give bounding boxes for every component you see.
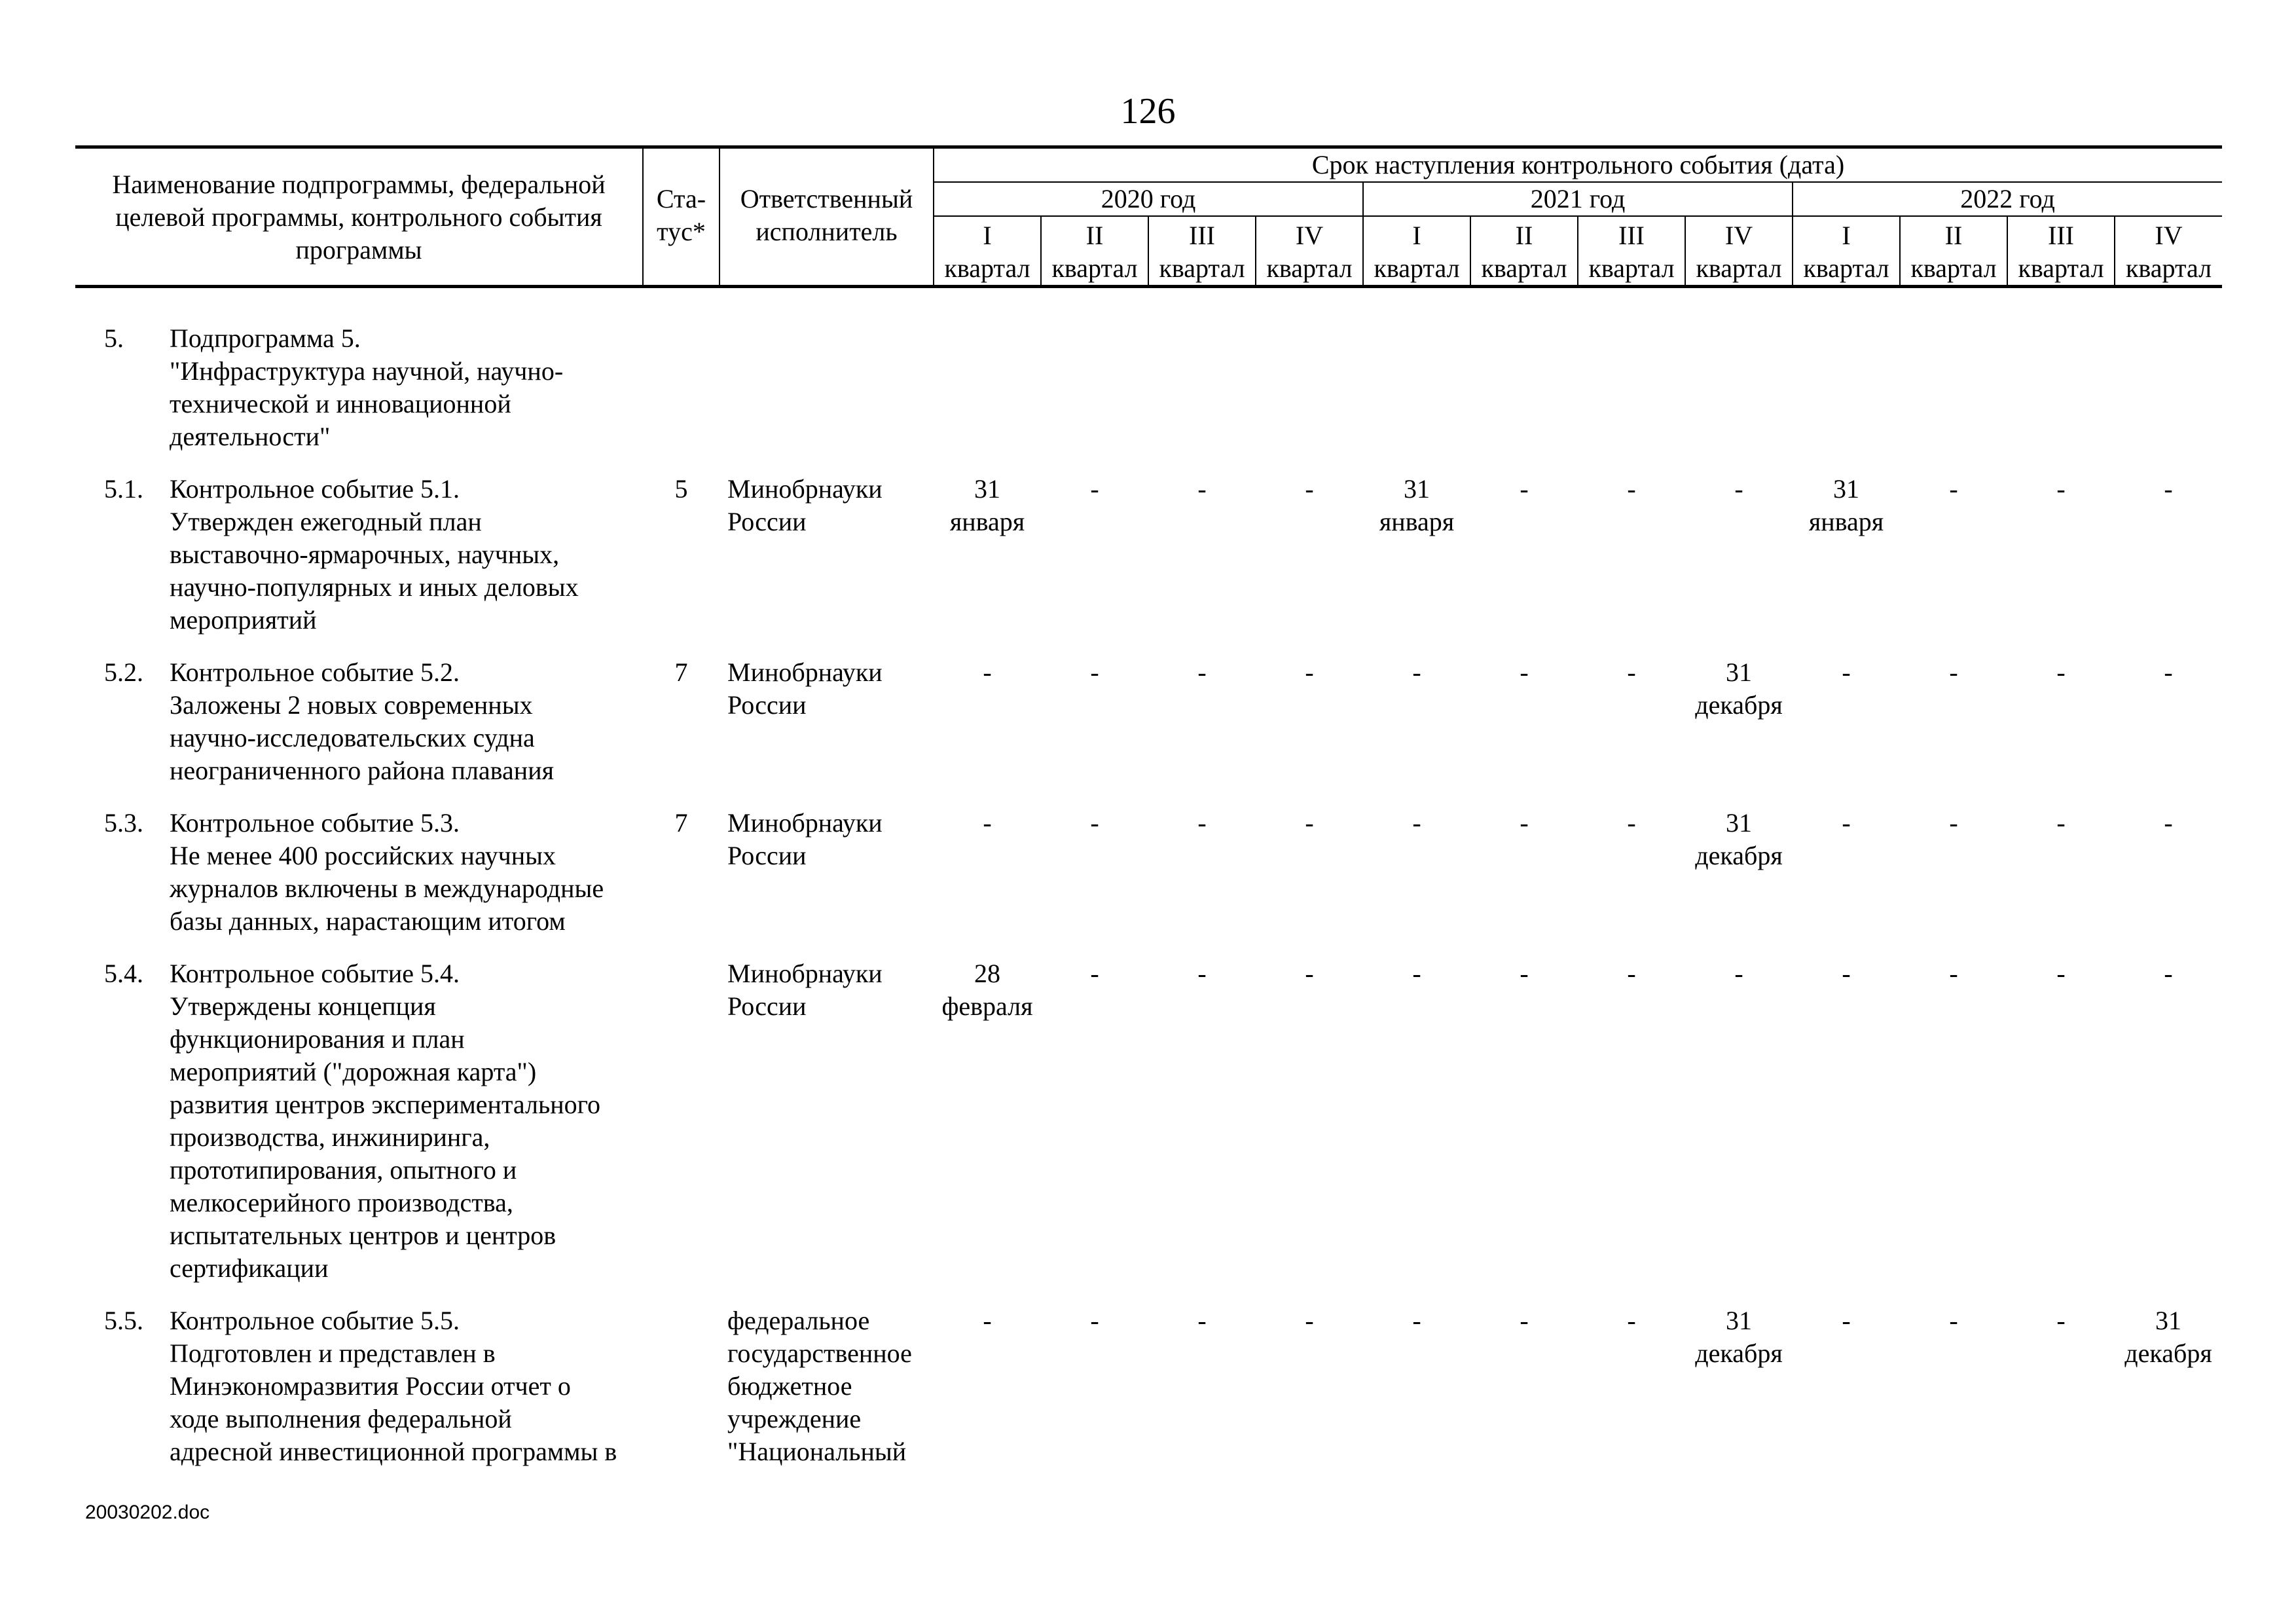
- row-number: 5.1.: [104, 474, 143, 504]
- header-year-2020: 2020 год: [934, 182, 1363, 216]
- quarter-date-line: -: [1734, 959, 1743, 988]
- row-name-line: Контрольное событие 5.2.: [170, 657, 460, 687]
- row-quarter-date: [2007, 1304, 2115, 1488]
- quarter-date-line: -: [1197, 1306, 1207, 1335]
- quarter-date-line: 31: [1726, 1306, 1752, 1335]
- row-executor: [720, 957, 934, 1304]
- header-executor-column: Ответственный исполнитель: [720, 147, 934, 287]
- row-quarter-date: [1685, 1304, 1793, 1488]
- header-quarter-9: [1793, 216, 1900, 287]
- quarter-date-line: -: [1949, 1306, 1958, 1335]
- quarter-date-line: -: [1842, 959, 1851, 988]
- table-body: [75, 287, 2222, 1488]
- row-executor-line: России: [727, 841, 807, 870]
- quarter-date-line: декабря: [1695, 690, 1783, 720]
- header-quarter-numeral: IV: [1295, 221, 1324, 250]
- quarter-date-line: -: [1305, 959, 1314, 988]
- row-name-line: Контрольное событие 5.1.: [170, 474, 460, 504]
- header-quarter-5: [1363, 216, 1470, 287]
- row-event-name: [167, 473, 587, 637]
- row-name-cell: [75, 1304, 643, 1488]
- header-status-column: Ста-тус*: [643, 147, 720, 287]
- row-name-line: испытательных центров и центров: [170, 1221, 556, 1250]
- row-quarter-date: [1041, 322, 1148, 473]
- row-name-line: неограниченного района плавания: [170, 756, 554, 785]
- table-row: [75, 1304, 2222, 1488]
- quarter-date-line: -: [1090, 657, 1099, 687]
- row-quarter-date: [1793, 473, 1900, 656]
- row-quarter-date: [1363, 807, 1470, 957]
- table-row: [75, 957, 2222, 1304]
- header-quarter-word: квартал: [1159, 253, 1245, 283]
- row-quarter-date: [1578, 656, 1685, 807]
- row-quarter-date: [1363, 473, 1470, 656]
- row-executor: [720, 322, 934, 473]
- row-quarter-date: [1685, 656, 1793, 807]
- quarter-date-line: февраля: [941, 991, 1033, 1021]
- row-number: 5.4.: [104, 959, 143, 988]
- quarter-date-line: -: [1627, 808, 1636, 838]
- row-quarter-date: [1685, 957, 1793, 1304]
- row-quarter-date: [1685, 807, 1793, 957]
- header-quarter-7: [1578, 216, 1685, 287]
- row-name-line: производства, инжиниринга,: [170, 1122, 490, 1152]
- row-name-line: мелкосерийного производства,: [170, 1188, 513, 1217]
- row-quarter-date: [2007, 322, 2115, 473]
- header-quarter-word: квартал: [2018, 253, 2104, 283]
- row-quarter-date: [1041, 473, 1148, 656]
- row-quarter-date: [2115, 1304, 2222, 1488]
- row-quarter-date: [1148, 322, 1256, 473]
- row-executor: [720, 807, 934, 957]
- header-quarter-11: [2007, 216, 2115, 287]
- header-quarter-numeral: IV: [1724, 221, 1753, 250]
- header-year-2021: 2021 год: [1363, 182, 1793, 216]
- quarter-date-line: декабря: [1695, 841, 1783, 870]
- quarter-date-line: -: [1842, 657, 1851, 687]
- row-quarter-date: [1470, 322, 1578, 473]
- header-quarter-numeral: II: [1944, 221, 1963, 250]
- row-quarter-date: [1148, 807, 1256, 957]
- row-status: [643, 1304, 720, 1488]
- header-quarter-word: квартал: [1374, 253, 1460, 283]
- row-name-cell: [75, 957, 643, 1304]
- row-quarter-date: [1685, 473, 1793, 656]
- quarter-date-line: -: [2164, 657, 2173, 687]
- quarter-date-line: -: [1627, 474, 1636, 504]
- quarter-date-line: -: [2056, 959, 2066, 988]
- quarter-date-line: -: [2164, 474, 2173, 504]
- header-quarter-numeral: I: [1412, 221, 1421, 250]
- row-quarter-date: [1470, 656, 1578, 807]
- table-row: [75, 322, 2222, 473]
- row-quarter-date: [1041, 1304, 1148, 1488]
- row-executor-line: учреждение: [727, 1404, 862, 1433]
- row-status: [643, 957, 720, 1304]
- row-quarter-date: [1256, 473, 1363, 656]
- row-quarter-date: [1041, 807, 1148, 957]
- quarter-date-line: -: [2164, 959, 2173, 988]
- header-name-column: Наименование подпрограммы, федеральной целевой программы, контрольного события программы: [75, 147, 643, 287]
- quarter-date-line: -: [1412, 657, 1421, 687]
- quarter-date-line: января: [1808, 507, 1884, 536]
- header-quarter-12: [2115, 216, 2222, 287]
- header-quarter-2: [1041, 216, 1148, 287]
- row-name-line: Контрольное событие 5.4.: [170, 959, 460, 988]
- row-quarter-date: [1578, 807, 1685, 957]
- row-number: 5.5.: [104, 1306, 143, 1335]
- row-quarter-date: [1578, 322, 1685, 473]
- quarter-date-line: -: [1520, 1306, 1529, 1335]
- quarter-date-line: -: [1412, 959, 1421, 988]
- row-status: [643, 322, 720, 473]
- quarter-date-line: -: [1090, 808, 1099, 838]
- row-executor: [720, 473, 934, 656]
- quarter-date-line: -: [1197, 474, 1207, 504]
- row-executor: [720, 1304, 934, 1488]
- quarter-date-line: -: [1520, 474, 1529, 504]
- row-name-line: Подпрограмма 5.: [170, 323, 361, 353]
- quarter-date-line: -: [1197, 657, 1207, 687]
- row-quarter-date: [1900, 807, 2007, 957]
- header-quarter-word: квартал: [1696, 253, 1782, 283]
- row-number: 5.: [104, 323, 124, 353]
- row-event-name: [167, 656, 562, 787]
- row-quarter-date: [2115, 473, 2222, 656]
- quarter-date-line: -: [1627, 959, 1636, 988]
- row-quarter-date: [1793, 656, 1900, 807]
- quarter-date-line: -: [1197, 808, 1207, 838]
- row-quarter-date: [934, 957, 1041, 1304]
- row-number: 5.3.: [104, 808, 143, 838]
- quarter-date-line: 31: [1726, 657, 1752, 687]
- quarter-date-line: декабря: [1695, 1338, 1783, 1368]
- quarter-date-line: -: [2056, 808, 2066, 838]
- row-quarter-date: [1256, 807, 1363, 957]
- quarter-date-line: -: [2056, 657, 2066, 687]
- row-name-line: функционирования и план: [170, 1024, 465, 1054]
- table-row: [75, 473, 2222, 656]
- row-name-line: сертификации: [170, 1253, 329, 1283]
- row-quarter-date: [1470, 807, 1578, 957]
- quarter-date-line: -: [1197, 959, 1207, 988]
- quarter-date-line: -: [1949, 959, 1958, 988]
- header-quarter-8: [1685, 216, 1793, 287]
- quarter-date-line: 31: [1726, 808, 1752, 838]
- row-quarter-date: [1685, 322, 1793, 473]
- row-quarter-date: [1470, 1304, 1578, 1488]
- quarter-date-line: -: [1520, 959, 1529, 988]
- quarter-date-line: декабря: [2124, 1338, 2212, 1368]
- quarter-date-line: -: [1627, 1306, 1636, 1335]
- row-quarter-date: [1793, 807, 1900, 957]
- row-quarter-date: [2007, 957, 2115, 1304]
- header-quarter-numeral: III: [2048, 221, 2074, 250]
- row-name-line: Не менее 400 российских научных: [170, 841, 556, 870]
- row-name-line: Контрольное событие 5.5.: [170, 1306, 460, 1335]
- quarter-date-line: -: [983, 657, 992, 687]
- row-name-line: Утверждены концепция: [170, 991, 436, 1021]
- row-status: 7: [674, 808, 688, 838]
- quarter-date-line: -: [983, 808, 992, 838]
- table-spacer-row: [75, 287, 2222, 323]
- row-executor-line: Минобрнауки: [727, 808, 883, 838]
- quarter-date-line: -: [1520, 657, 1529, 687]
- row-quarter-date: [1793, 957, 1900, 1304]
- header-quarter-6: [1470, 216, 1578, 287]
- row-name-line: ходе выполнения федеральной: [170, 1404, 512, 1433]
- row-quarter-date: [1793, 1304, 1900, 1488]
- row-quarter-date: [1148, 656, 1256, 807]
- row-executor-line: государственное: [727, 1338, 912, 1368]
- row-quarter-date: [2007, 807, 2115, 957]
- quarter-date-line: 28: [974, 959, 1000, 988]
- row-quarter-date: [1148, 473, 1256, 656]
- row-quarter-date: [1041, 957, 1148, 1304]
- header-quarter-word: квартал: [1803, 253, 1889, 283]
- quarter-date-line: -: [1412, 808, 1421, 838]
- row-quarter-date: [2007, 473, 2115, 656]
- row-quarter-date: [2115, 656, 2222, 807]
- row-name-cell: [75, 656, 643, 807]
- header-quarter-word: квартал: [1588, 253, 1675, 283]
- quarter-date-line: 31: [1833, 474, 1859, 504]
- row-name-line: базы данных, нарастающим итогом: [170, 906, 566, 936]
- row-quarter-date: [1900, 656, 2007, 807]
- row-quarter-date: [1363, 1304, 1470, 1488]
- quarter-date-line: -: [2056, 1306, 2066, 1335]
- header-year-2022: 2022 год: [1793, 182, 2222, 216]
- quarter-date-line: -: [2056, 474, 2066, 504]
- quarter-date-line: января: [1379, 507, 1455, 536]
- quarter-date-line: -: [1949, 808, 1958, 838]
- row-quarter-date: [2115, 322, 2222, 473]
- row-quarter-date: [1041, 656, 1148, 807]
- row-quarter-date: [1900, 322, 2007, 473]
- row-executor-line: бюджетное: [727, 1371, 852, 1401]
- quarter-date-line: -: [1305, 808, 1314, 838]
- row-name-line: Контрольное событие 5.3.: [170, 808, 460, 838]
- row-quarter-date: [1363, 322, 1470, 473]
- row-executor-line: Минобрнауки: [727, 474, 883, 504]
- row-quarter-date: [1900, 473, 2007, 656]
- header-quarter-10: [1900, 216, 2007, 287]
- row-quarter-date: [1900, 1304, 2007, 1488]
- row-name-cell: [75, 322, 643, 473]
- row-status: 5: [674, 474, 688, 504]
- row-executor: [720, 656, 934, 807]
- table-row: [75, 807, 2222, 957]
- row-quarter-date: [1256, 656, 1363, 807]
- row-executor-line: России: [727, 507, 807, 536]
- quarter-date-line: -: [1520, 808, 1529, 838]
- row-executor-line: Минобрнауки: [727, 959, 883, 988]
- row-quarter-date: [934, 807, 1041, 957]
- page-number: 126: [1120, 91, 1176, 132]
- header-quarter-word: квартал: [1266, 253, 1353, 283]
- quarter-date-line: -: [1090, 959, 1099, 988]
- row-quarter-date: [1148, 957, 1256, 1304]
- row-event-name: [167, 322, 571, 453]
- quarter-date-line: января: [949, 507, 1025, 536]
- header-quarter-numeral: IV: [2155, 221, 2183, 250]
- quarter-date-line: -: [1842, 808, 1851, 838]
- header-quarter-numeral: I: [1842, 221, 1851, 250]
- row-name-line: технической и инновационной: [170, 389, 511, 418]
- header-quarter-word: квартал: [1910, 253, 1997, 283]
- quarter-date-line: -: [1627, 657, 1636, 687]
- row-quarter-date: [1256, 322, 1363, 473]
- table-row: [75, 656, 2222, 807]
- row-quarter-date: [1148, 1304, 1256, 1488]
- row-status: 7: [674, 657, 688, 687]
- row-name-line: "Инфраструктура научной, научно-: [170, 356, 564, 386]
- row-quarter-date: [1470, 957, 1578, 1304]
- row-name-line: Заложены 2 новых современных: [170, 690, 533, 720]
- row-executor-line: России: [727, 690, 807, 720]
- row-name-line: выставочно-ярмарочных, научных,: [170, 540, 560, 569]
- quarter-date-line: 31: [1404, 474, 1430, 504]
- control-events-table: [75, 145, 2222, 1488]
- row-event-name: [167, 807, 611, 938]
- row-quarter-date: [1363, 957, 1470, 1304]
- row-quarter-date: [1256, 957, 1363, 1304]
- row-quarter-date: [934, 322, 1041, 473]
- footer-filename: 20030202.doc: [85, 1502, 210, 1523]
- row-event-name: [167, 1304, 625, 1468]
- row-name-line: журналов включены в международные: [170, 874, 604, 903]
- header-quarter-numeral: II: [1515, 221, 1533, 250]
- row-quarter-date: [1578, 473, 1685, 656]
- quarter-date-line: 31: [974, 474, 1000, 504]
- row-quarter-date: [934, 1304, 1041, 1488]
- quarter-date-line: -: [1842, 1306, 1851, 1335]
- row-quarter-date: [2007, 656, 2115, 807]
- header-quarter-numeral: I: [983, 221, 992, 250]
- row-executor-line: Минобрнауки: [727, 657, 883, 687]
- quarter-date-line: -: [2164, 808, 2173, 838]
- row-quarter-date: [1900, 957, 2007, 1304]
- quarter-date-line: -: [1090, 474, 1099, 504]
- row-name-line: адресной инвестиционной программы в: [170, 1437, 617, 1466]
- row-quarter-date: [2115, 807, 2222, 957]
- row-name-line: Минэкономразвития России отчет о: [170, 1371, 571, 1401]
- row-executor-line: федеральное: [727, 1306, 870, 1335]
- quarter-date-line: -: [1734, 474, 1743, 504]
- quarter-date-line: 31: [2155, 1306, 2181, 1335]
- row-number: 5.2.: [104, 657, 143, 687]
- header-quarter-word: квартал: [2125, 253, 2212, 283]
- row-name-line: научно-популярных и иных деловых: [170, 572, 579, 602]
- row-quarter-date: [1578, 957, 1685, 1304]
- row-name-cell: [75, 473, 643, 656]
- header-quarter-word: квартал: [944, 253, 1030, 283]
- row-name-line: мероприятий ("дорожная карта"): [170, 1057, 537, 1086]
- header-quarter-numeral: III: [1189, 221, 1215, 250]
- header-quarter-4: [1256, 216, 1363, 287]
- row-name-line: Утвержден ежегодный план: [170, 507, 482, 536]
- quarter-date-line: -: [983, 1306, 992, 1335]
- quarter-date-line: -: [1412, 1306, 1421, 1335]
- header-quarter-word: квартал: [1051, 253, 1138, 283]
- header-quarter-1: [934, 216, 1041, 287]
- row-quarter-date: [1578, 1304, 1685, 1488]
- row-name-cell: [75, 807, 643, 957]
- row-quarter-date: [1470, 473, 1578, 656]
- quarter-date-line: -: [1090, 1306, 1099, 1335]
- header-quarter-3: [1148, 216, 1256, 287]
- header-quarter-word: квартал: [1481, 253, 1567, 283]
- quarter-date-line: -: [1949, 657, 1958, 687]
- row-quarter-date: [1793, 322, 1900, 473]
- quarter-date-line: -: [1305, 1306, 1314, 1335]
- row-executor-line: России: [727, 991, 807, 1021]
- header-quarter-numeral: II: [1085, 221, 1104, 250]
- row-name-line: деятельности": [170, 422, 331, 451]
- row-name-line: развития центров экспериментального: [170, 1090, 601, 1119]
- row-quarter-date: [1363, 656, 1470, 807]
- row-name-line: мероприятий: [170, 605, 317, 635]
- row-quarter-date: [1256, 1304, 1363, 1488]
- quarter-date-line: -: [1949, 474, 1958, 504]
- header-deadline-title: Срок наступления контрольного события (дата): [934, 147, 2222, 183]
- row-quarter-date: [934, 473, 1041, 656]
- row-name-line: Подготовлен и представлен в: [170, 1338, 496, 1368]
- row-quarter-date: [2115, 957, 2222, 1304]
- quarter-date-line: -: [1305, 657, 1314, 687]
- row-event-name: [167, 957, 608, 1285]
- header-quarter-numeral: III: [1618, 221, 1645, 250]
- row-name-line: прототипирования, опытного и: [170, 1155, 517, 1185]
- row-executor-line: "Национальный: [727, 1437, 907, 1466]
- row-name-line: научно-исследовательских судна: [170, 723, 535, 752]
- quarter-date-line: -: [1305, 474, 1314, 504]
- row-quarter-date: [934, 656, 1041, 807]
